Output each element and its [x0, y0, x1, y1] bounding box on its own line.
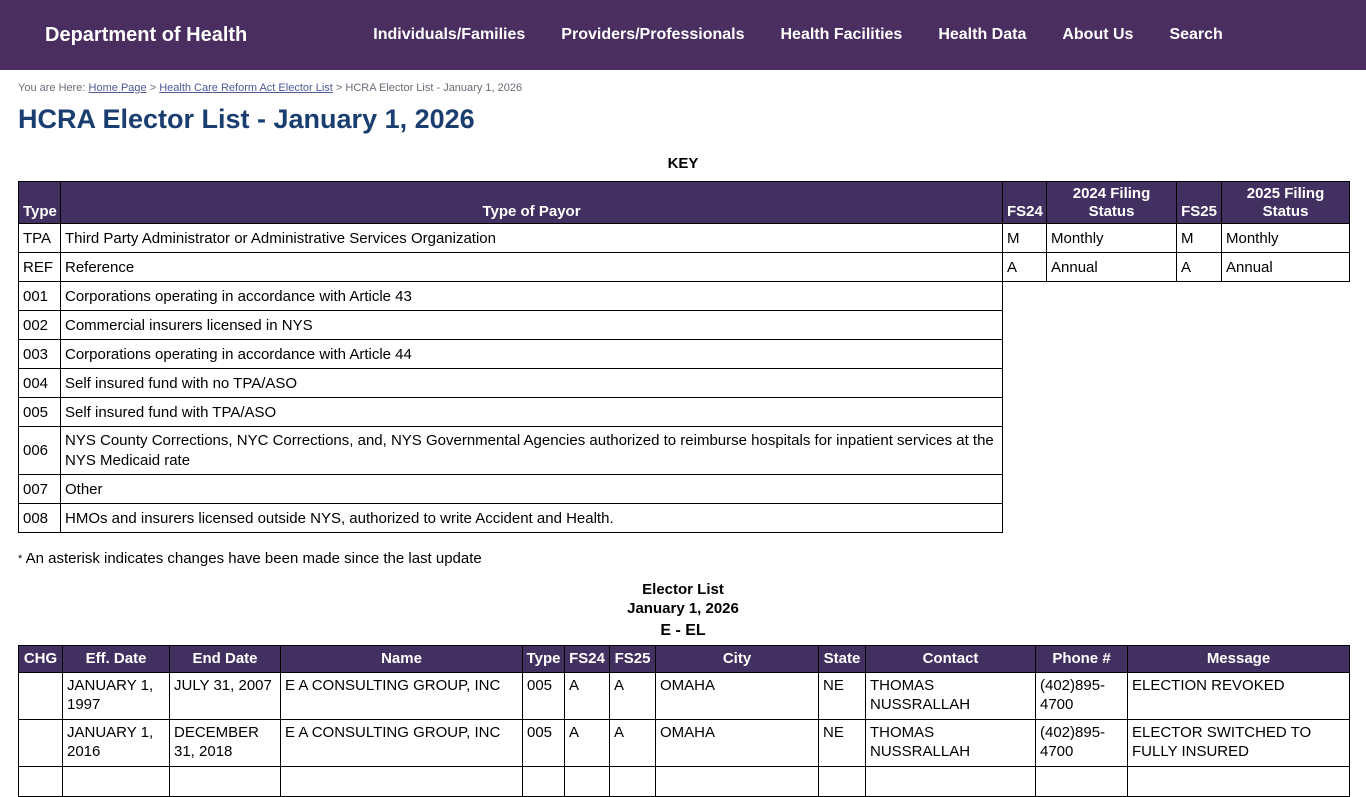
key-cell-type: 004	[19, 369, 61, 398]
key-cell-empty	[1003, 504, 1350, 533]
cell-name: E A CONSULTING GROUP, INC	[281, 672, 523, 719]
key-row-005	[19, 398, 1350, 427]
cell-phone: (402)895-4700	[1036, 672, 1128, 719]
key-cell-empty	[1003, 282, 1350, 311]
nav-item-search[interactable]: Search	[1169, 26, 1223, 43]
cell-fs24	[565, 766, 610, 796]
cell-contact: THOMAS NUSSRALLAH	[866, 672, 1036, 719]
key-cell-empty	[1003, 398, 1350, 427]
cell-eff-date	[63, 766, 170, 796]
cell-fs25: A	[610, 719, 656, 766]
key-table	[18, 181, 1350, 533]
cell-message: ELECTION REVOKED	[1128, 672, 1350, 719]
key-cell-status25: Annual	[1222, 253, 1350, 282]
elector-list-date: January 1, 2026	[627, 600, 739, 618]
breadcrumb-link-hcra-elector-list[interactable]: Health Care Reform Act Elector List	[159, 82, 333, 94]
breadcrumb-separator: >	[335, 82, 343, 94]
elector-header-chg: CHG	[19, 645, 63, 672]
key-cell-empty	[1003, 475, 1350, 504]
elector-table-header-row	[19, 645, 1350, 672]
key-row-008	[19, 504, 1350, 533]
cell-end-date: JULY 31, 2007	[170, 672, 281, 719]
cell-state: NE	[819, 719, 866, 766]
cell-contact	[866, 766, 1036, 796]
cell-contact: THOMAS NUSSRALLAH	[866, 719, 1036, 766]
page-title: HCRA Elector List - January 1, 2026	[18, 104, 475, 134]
top-nav-bar	[0, 0, 1366, 70]
breadcrumb-prefix: You are Here:	[18, 82, 86, 94]
key-cell-empty	[1003, 311, 1350, 340]
key-cell-type: 002	[19, 311, 61, 340]
key-row-004	[19, 369, 1350, 398]
key-row-006	[19, 427, 1350, 475]
key-cell-fs25: A	[1177, 253, 1222, 282]
key-cell-payor: Self insured fund with no TPA/ASO	[61, 369, 1003, 398]
key-cell-fs24: M	[1003, 224, 1047, 253]
elector-list-headings	[0, 581, 1366, 641]
elector-table	[18, 645, 1350, 797]
key-cell-type: TPA	[19, 224, 61, 253]
key-cell-payor: NYS County Corrections, NYC Corrections, and, NYS Governmental Agencies authorized to reimburse hospitals for inpatient services at the NYS Medicaid rate	[61, 427, 1003, 475]
cell-eff-date: JANUARY 1, 2016	[63, 719, 170, 766]
key-row-ref	[19, 253, 1350, 282]
key-cell-payor: Corporations operating in accordance with Article 44	[61, 340, 1003, 369]
elector-header-eff-date: Eff. Date	[63, 645, 170, 672]
key-header-payor: Type of Payor	[61, 182, 1003, 224]
key-cell-payor: Third Party Administrator or Administrative Services Organization	[61, 224, 1003, 253]
cell-chg	[19, 766, 63, 796]
cell-type	[523, 766, 565, 796]
cell-phone: (402)895-4700	[1036, 719, 1128, 766]
asterisk-symbol: *	[18, 553, 23, 566]
key-cell-empty	[1003, 369, 1350, 398]
cell-state	[819, 766, 866, 796]
key-cell-fs25: M	[1177, 224, 1222, 253]
elector-header-city: City	[656, 645, 819, 672]
cell-type: 005	[523, 672, 565, 719]
asterisk-note	[18, 550, 1366, 567]
key-row-003	[19, 340, 1350, 369]
cell-name: E A CONSULTING GROUP, INC	[281, 719, 523, 766]
key-cell-payor: Other	[61, 475, 1003, 504]
key-cell-payor: Commercial insurers licensed in NYS	[61, 311, 1003, 340]
cell-type: 005	[523, 719, 565, 766]
cell-chg	[19, 672, 63, 719]
key-cell-status24: Monthly	[1047, 224, 1177, 253]
cell-chg	[19, 719, 63, 766]
key-cell-payor: HMOs and insurers licensed outside NYS, authorized to write Accident and Health.	[61, 504, 1003, 533]
key-cell-payor: Corporations operating in accordance with Article 43	[61, 282, 1003, 311]
elector-header-fs25: FS25	[610, 645, 656, 672]
nav-item-health-data[interactable]: Health Data	[938, 26, 1027, 43]
cell-fs24: A	[565, 672, 610, 719]
key-cell-type: 001	[19, 282, 61, 311]
key-row-002	[19, 311, 1350, 340]
elector-list-title: Elector List	[642, 581, 724, 599]
cell-message: ELECTOR SWITCHED TO FULLY INSURED	[1128, 719, 1350, 766]
nav-item-health-facilities[interactable]: Health Facilities	[780, 26, 903, 43]
elector-header-phone: Phone #	[1036, 645, 1128, 672]
site-brand[interactable]: Department of Health	[45, 23, 248, 46]
key-cell-type: 006	[19, 427, 61, 475]
cell-state: NE	[819, 672, 866, 719]
key-cell-status25: Monthly	[1222, 224, 1350, 253]
cell-end-date	[170, 766, 281, 796]
key-row-001	[19, 282, 1350, 311]
key-cell-empty	[1003, 340, 1350, 369]
asterisk-note-text: An asterisk indicates changes have been made since the last update	[25, 550, 482, 568]
key-header-type: Type	[19, 182, 61, 224]
cell-fs25	[610, 766, 656, 796]
cell-city	[656, 766, 819, 796]
cell-fs24: A	[565, 719, 610, 766]
key-header-status24: 2024 Filing Status	[1047, 182, 1177, 224]
cell-message	[1128, 766, 1350, 796]
cell-phone	[1036, 766, 1128, 796]
elector-header-contact: Contact	[866, 645, 1036, 672]
key-cell-type: 005	[19, 398, 61, 427]
key-cell-fs24: A	[1003, 253, 1047, 282]
cell-city: OMAHA	[656, 719, 819, 766]
breadcrumb-link-home-page[interactable]: Home Page	[88, 82, 147, 94]
cell-eff-date: JANUARY 1, 1997	[63, 672, 170, 719]
key-header-fs25: FS25	[1177, 182, 1222, 224]
nav-item-individuals-families[interactable]: Individuals/Families	[373, 26, 526, 43]
elector-header-state: State	[819, 645, 866, 672]
cell-fs25: A	[610, 672, 656, 719]
nav-item-about-us[interactable]: About Us	[1062, 26, 1134, 43]
key-heading: KEY	[667, 155, 699, 173]
nav-menu	[373, 26, 1223, 44]
elector-header-type: Type	[523, 645, 565, 672]
key-cell-type: 008	[19, 504, 61, 533]
elector-list-range: E - EL	[660, 621, 706, 639]
cell-city: OMAHA	[656, 672, 819, 719]
key-cell-payor: Reference	[61, 253, 1003, 282]
key-header-status25: 2025 Filing Status	[1222, 182, 1350, 224]
key-cell-status24: Annual	[1047, 253, 1177, 282]
elector-table-row	[19, 672, 1350, 719]
key-cell-empty	[1003, 427, 1350, 475]
key-cell-type: 003	[19, 340, 61, 369]
elector-header-message: Message	[1128, 645, 1350, 672]
breadcrumb-separator: >	[149, 82, 157, 94]
key-header-fs24: FS24	[1003, 182, 1047, 224]
elector-header-name: Name	[281, 645, 523, 672]
elector-header-end-date: End Date	[170, 645, 281, 672]
key-table-header-row	[19, 182, 1350, 224]
breadcrumb-current: HCRA Elector List - January 1, 2026	[345, 82, 523, 94]
nav-item-providers-professionals[interactable]: Providers/Professionals	[561, 26, 745, 43]
key-cell-payor: Self insured fund with TPA/ASO	[61, 398, 1003, 427]
key-cell-type: REF	[19, 253, 61, 282]
key-cell-type: 007	[19, 475, 61, 504]
elector-table-row	[19, 766, 1350, 796]
key-row-tpa	[19, 224, 1350, 253]
cell-name	[281, 766, 523, 796]
key-row-007	[19, 475, 1350, 504]
elector-table-row	[19, 719, 1350, 766]
elector-header-fs24: FS24	[565, 645, 610, 672]
breadcrumb	[0, 70, 1366, 94]
cell-end-date: DECEMBER 31, 2018	[170, 719, 281, 766]
